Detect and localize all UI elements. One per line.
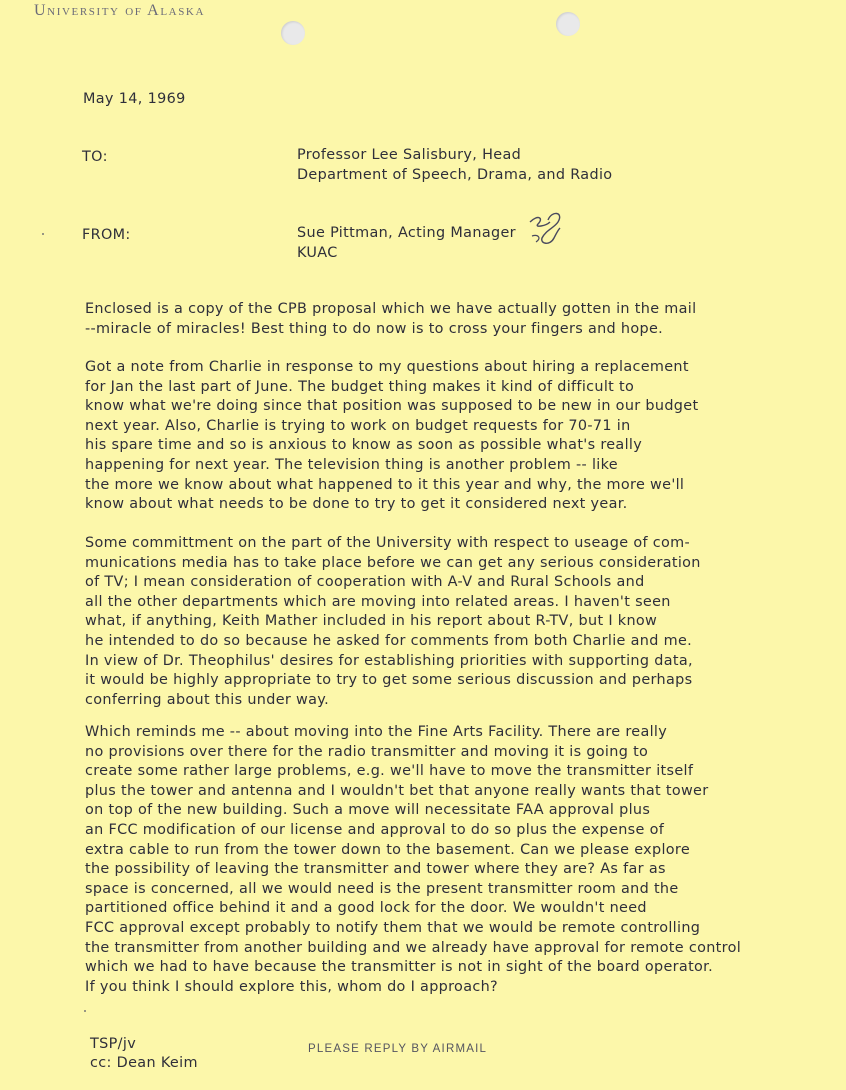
body-line: --miracle of miracles! Best thing to do now is to cross your fingers and hope. bbox=[85, 320, 664, 337]
letterhead: University of Alaska bbox=[34, 2, 206, 19]
body-line: the more we know about what happened to it this year and why, the more we'll bbox=[85, 476, 685, 493]
body-line: Which reminds me -- about moving into the Fine Arts Facility. There are really bbox=[85, 724, 668, 740]
body-line: extra cable to run from the tower down to the basement. Can we please explore bbox=[85, 841, 691, 858]
to-line: Professor Lee Salisbury, Head bbox=[297, 147, 522, 163]
body-line: know what we're doing since that position was supposed to be new in our budget bbox=[85, 398, 699, 415]
typist-initials: TSP/jv bbox=[90, 1036, 137, 1052]
body-line: which we had to have because the transmitter is not in sight of the board operator. bbox=[85, 959, 714, 976]
from-label: FROM: bbox=[82, 227, 131, 243]
body-line: the possibility of leaving the transmitter and tower where they are? As far as bbox=[85, 861, 666, 878]
from-sender bbox=[297, 224, 516, 263]
to-recipient bbox=[297, 146, 612, 185]
punch-hole-left bbox=[281, 21, 305, 45]
body-line: Some committment on the part of the University with respect to useage of com- bbox=[85, 535, 691, 551]
paragraph-transmitter-move bbox=[85, 723, 741, 997]
paragraph-communications-media bbox=[85, 534, 701, 710]
body-line: FCC approval except probably to notify them that we would be remote controlling bbox=[85, 919, 701, 936]
body-line: happening for next year. The television thing is another problem -- like bbox=[85, 456, 618, 473]
paragraph-replacement-hiring bbox=[85, 358, 698, 515]
body-line: of TV; I mean consideration of cooperation with A-V and Rural Schools and bbox=[85, 574, 645, 591]
body-line: know about what needs to be done to try to get it considered next year. bbox=[85, 496, 628, 513]
body-line: plus the tower and antenna and I wouldn't bet that anyone really wants that tower bbox=[85, 782, 709, 799]
paper-speck bbox=[42, 233, 44, 235]
body-line: conferring about this under way. bbox=[85, 691, 329, 708]
body-line: on top of the new building. Such a move will necessitate FAA approval plus bbox=[85, 802, 651, 819]
body-line: what, if anything, Keith Mather included in his report about R-TV, but I know bbox=[85, 613, 658, 630]
from-line: KUAC bbox=[297, 244, 338, 261]
punch-hole-right bbox=[556, 12, 580, 36]
paragraph-cpb-proposal bbox=[85, 300, 696, 339]
body-line: Enclosed is a copy of the CPB proposal which we have actually gotten in the mail bbox=[85, 301, 697, 317]
body-line: for Jan the last part of June. The budget thing makes it kind of difficult to bbox=[85, 378, 635, 395]
handwritten-initials-signature bbox=[524, 208, 568, 248]
paper-speck bbox=[84, 1010, 86, 1012]
body-line: In view of Dr. Theophilus' desires for establishing priorities with supporting data, bbox=[85, 652, 693, 669]
to-label: TO: bbox=[82, 149, 108, 165]
body-line: his spare time and so is anxious to know as soon as possible what's really bbox=[85, 437, 643, 454]
body-line: it would be highly appropriate to try to get some serious discussion and perhaps bbox=[85, 672, 693, 689]
body-line: no provisions over there for the radio transmitter and moving it is going to bbox=[85, 743, 649, 760]
memo-date: May 14, 1969 bbox=[83, 91, 186, 107]
body-line: partitioned office behind it and a good lock for the door. We wouldn't need bbox=[85, 900, 647, 917]
body-line: munications media has to take place before we can get any serious consideration bbox=[85, 554, 701, 571]
body-line: space is concerned, all we would need is the present transmitter room and the bbox=[85, 880, 679, 897]
from-line: Sue Pittman, Acting Manager bbox=[297, 225, 516, 241]
body-line: all the other departments which are moving into related areas. I haven't seen bbox=[85, 593, 671, 610]
body-line: an FCC modification of our license and approval to do so plus the expense of bbox=[85, 821, 665, 838]
body-line: next year. Also, Charlie is trying to work on budget requests for 70-71 in bbox=[85, 417, 631, 434]
body-line: If you think I should explore this, whom do I approach? bbox=[85, 978, 498, 995]
body-line: the transmitter from another building and we already have approval for remote control bbox=[85, 939, 742, 956]
to-line: Department of Speech, Drama, and Radio bbox=[297, 166, 613, 183]
carbon-copy-line: cc: Dean Keim bbox=[90, 1055, 198, 1071]
airmail-notice: PLEASE REPLY BY AIRMAIL bbox=[308, 1043, 488, 1055]
body-line: he intended to do so because he asked for comments from both Charlie and me. bbox=[85, 632, 693, 649]
body-line: create some rather large problems, e.g. we'll have to move the transmitter itself bbox=[85, 763, 694, 780]
body-line: Got a note from Charlie in response to my questions about hiring a replacement bbox=[85, 359, 689, 375]
